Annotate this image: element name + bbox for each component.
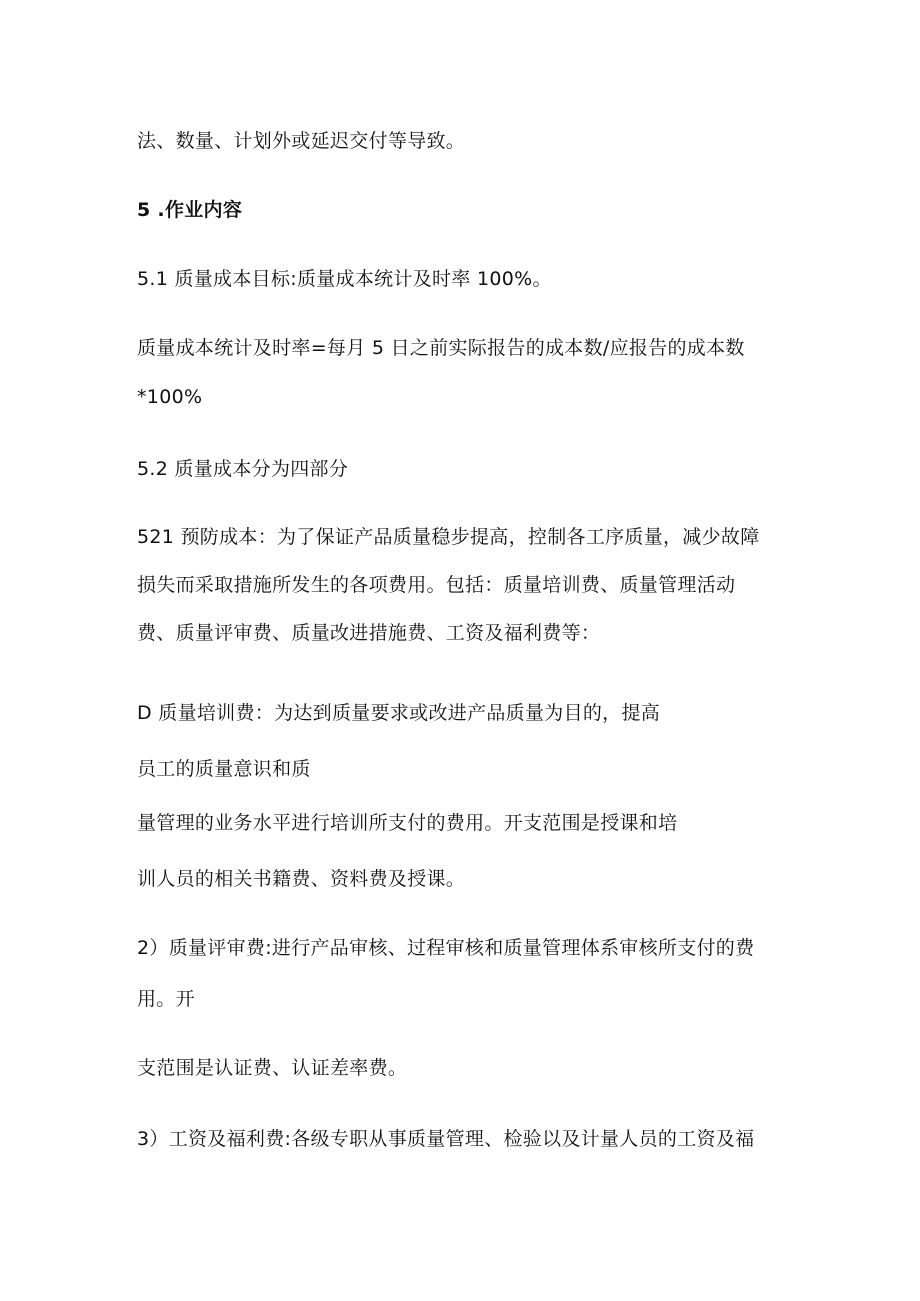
paragraph-line: 法、数量、计划外或延迟交付等导致。 — [137, 130, 466, 152]
list-item: 3）工资及福利费:各级专职从事质量管理、检验以及计量人员的工资及福 — [137, 1128, 755, 1150]
subsection-line: 5.1 质量成本目标:质量成本统计及时率 100%。 — [137, 268, 552, 290]
paragraph-line: 员工的质量意识和质 — [137, 758, 311, 780]
subsection-line: 5.2 质量成本分为四部分 — [137, 458, 349, 480]
paragraph-line: 支范围是认证费、认证差率费。 — [137, 1057, 408, 1079]
section-heading: 5 .作业内容 — [137, 199, 243, 221]
paragraph-line: 质量成本统计及时率=每月 5 日之前实际报告的成本数/应报告的成本数 — [137, 337, 745, 359]
paragraph-line: 损失而采取措施所发生的各项费用。包括：质量培训费、质量管理活动 — [137, 574, 736, 596]
paragraph-line: 521 预防成本：为了保证产品质量稳步提高，控制各工序质量，减少故障 — [137, 526, 760, 548]
paragraph-line: *100% — [137, 386, 203, 408]
paragraph-line: 量管理的业务水平进行培训所支付的费用。开支范围是授课和培 — [137, 812, 678, 834]
paragraph-line: 用。开 — [137, 988, 195, 1010]
paragraph-line: 训人员的相关书籍费、资料费及授课。 — [137, 868, 466, 890]
list-item: 2）质量评审费:进行产品审核、过程审核和质量管理体系审核所支付的费 — [137, 937, 755, 959]
paragraph-line: 费、质量评审费、质量改进措施费、工资及福利费等： — [137, 622, 601, 644]
paragraph-line: D 质量培训费：为达到质量要求或改进产品质量为目的，提高 — [137, 702, 661, 724]
